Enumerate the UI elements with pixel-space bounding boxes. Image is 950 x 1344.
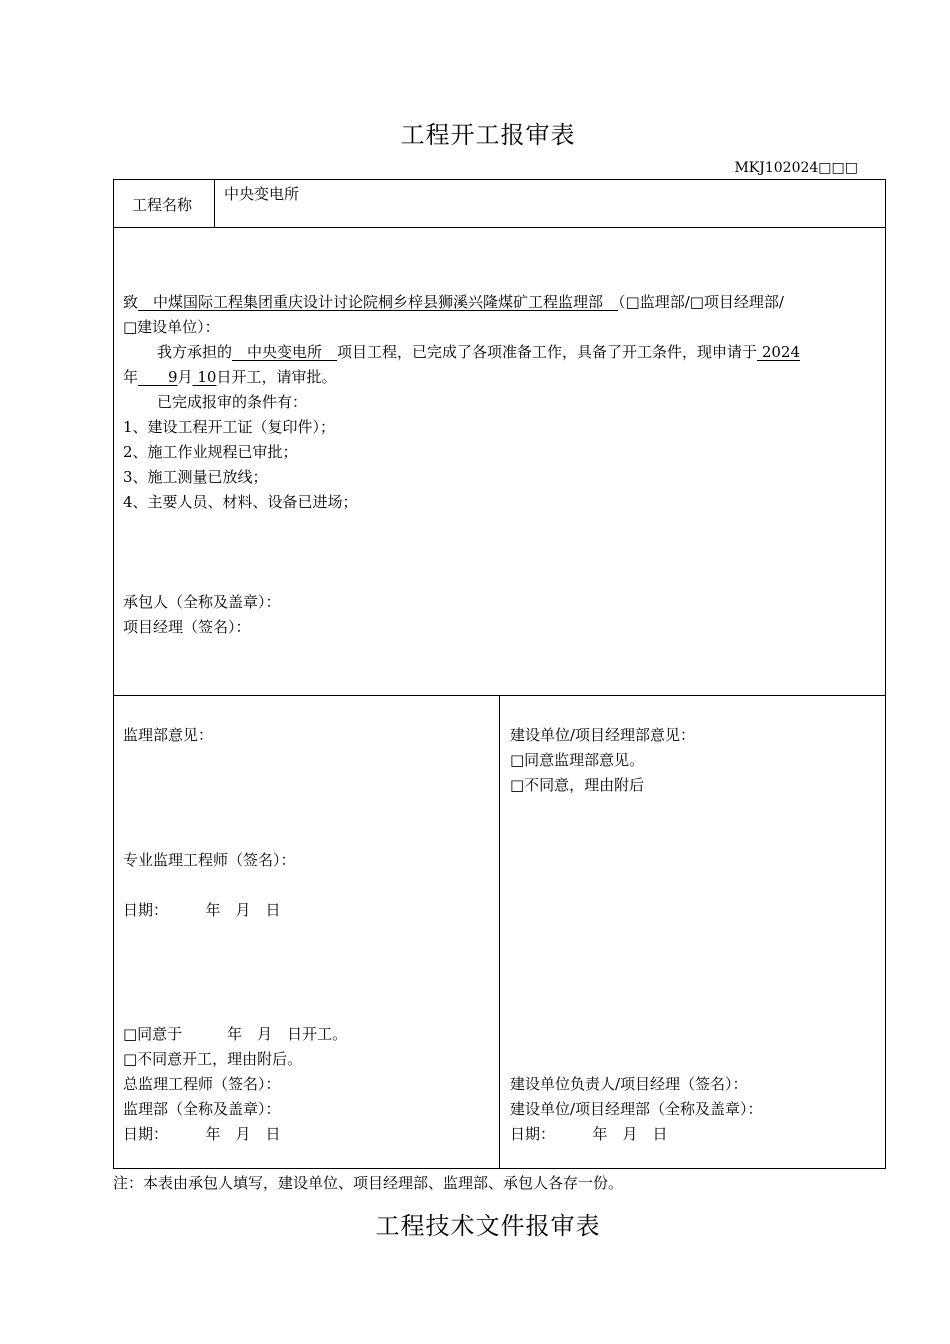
- footnote: 注：本表由承包人填写，建设单位、项目经理部、监理部、承包人各存一份。: [113, 1174, 624, 1192]
- condition-item-1: 1、建设工程开工证（复印件）；: [123, 418, 336, 436]
- form-table: [113, 179, 886, 1169]
- project-manager-sign: 项目经理（签名）：: [123, 618, 251, 636]
- start-month: 9: [138, 368, 178, 386]
- recipient-prefix: 致: [123, 293, 139, 311]
- contractor-seal: 承包人（全称及盖章）：: [123, 593, 281, 611]
- condition-item-3: 3、施工测量已放线；: [123, 468, 268, 486]
- supervision-seal: 监理部（全称及盖章）：: [123, 1100, 281, 1118]
- project-label-divider: [214, 180, 215, 227]
- recipient-options-cont: □建设单位）：: [123, 318, 220, 336]
- owner-date: 日期： 年 月 日: [510, 1125, 668, 1143]
- disagree-start-checkbox[interactable]: □不同意开工，理由附后。: [123, 1050, 303, 1068]
- agree-supervision-checkbox[interactable]: □同意监理部意见。: [510, 751, 645, 769]
- condition-item-2: 2、施工作业规程已审批；: [123, 443, 298, 461]
- application-project: 中央变电所: [232, 343, 338, 361]
- opinion-column-divider: [499, 695, 500, 1168]
- chief-engineer-sign: 总监理工程师（签名）：: [123, 1075, 281, 1093]
- application-line-2: 年 9月 10日开工，请审批。: [123, 368, 337, 386]
- agree-start-checkbox[interactable]: □同意于 年 月 日开工。: [123, 1025, 348, 1043]
- start-day: 10: [192, 368, 217, 386]
- disagree-checkbox[interactable]: □不同意，理由附后: [510, 776, 645, 794]
- engineer-date: 日期： 年 月 日: [123, 901, 281, 919]
- project-name-label: 工程名称: [132, 196, 193, 214]
- owner-lead-sign: 建设单位负责人/项目经理（签名）：: [510, 1075, 748, 1093]
- document-title: 工程开工报审表: [400, 121, 576, 149]
- owner-seal: 建设单位/项目经理部（全称及盖章）：: [510, 1100, 763, 1118]
- document-code: MKJ102024□□□: [734, 160, 858, 176]
- recipient-options: （□监理部/□项目经理部/: [618, 293, 784, 311]
- owner-opinion-label: 建设单位/项目经理部意见：: [510, 726, 696, 744]
- start-year: 2024: [757, 343, 800, 361]
- condition-item-4: 4、主要人员、材料、设备已进场；: [123, 493, 358, 511]
- row-divider-top: [114, 227, 885, 228]
- conditions-heading: 已完成报审的条件有：: [157, 393, 308, 411]
- supervision-date: 日期： 年 月 日: [123, 1125, 281, 1143]
- project-name-value: 中央变电所: [224, 185, 300, 203]
- next-document-title: 工程技术文件报审表: [375, 1212, 601, 1240]
- application-line-1: 我方承担的 中央变电所 项目工程，已完成了各项准备工作，具备了开工条件，现申请于 2024: [157, 343, 800, 361]
- recipient-line: [123, 290, 784, 315]
- engineer-sign: 专业监理工程师（签名）：: [123, 851, 296, 869]
- supervision-opinion-label: 监理部意见：: [123, 726, 214, 744]
- recipient-name: 中煤国际工程集团重庆设计讨论院桐乡梓县狮溪兴隆煤矿工程监理部: [138, 293, 619, 311]
